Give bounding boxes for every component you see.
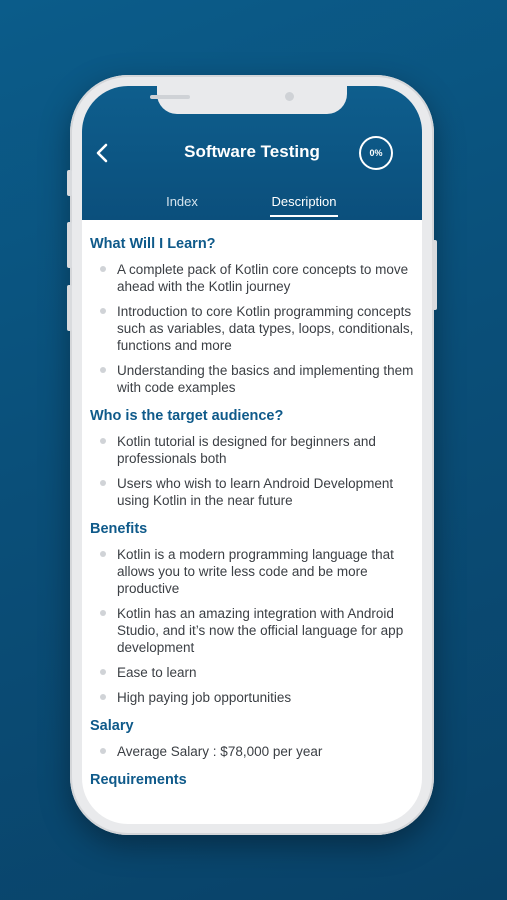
bullet-icon — [100, 694, 106, 700]
page-title: Software Testing — [184, 142, 320, 161]
list-item — [90, 546, 414, 597]
bullet-icon — [100, 266, 106, 272]
tab-description[interactable]: Description — [271, 194, 337, 209]
list-item — [90, 261, 414, 295]
chevron-left-icon — [95, 143, 109, 163]
bullet-icon — [100, 367, 106, 373]
list-item — [90, 475, 414, 509]
front-camera — [285, 92, 294, 101]
section-title: What Will I Learn? — [90, 236, 216, 252]
list-item-text: A complete pack of Kotlin core concepts to move ahead with the Kotlin journey — [117, 262, 409, 294]
active-tab-indicator — [270, 215, 338, 217]
tab-index[interactable]: Index — [166, 194, 198, 209]
bullet-icon — [100, 669, 106, 675]
list-item — [90, 433, 414, 467]
list-item-text: Kotlin is a modern programming language that allows you to write less code and be more productive — [117, 547, 394, 596]
section-title: Salary — [90, 718, 134, 734]
section-title: Who is the target audience? — [90, 408, 284, 424]
back-button[interactable] — [90, 138, 114, 168]
list-item-text: Ease to learn — [117, 665, 197, 680]
list-item-text: High paying job opportunities — [117, 690, 292, 705]
bullet-list — [90, 433, 414, 509]
bullet-icon — [100, 748, 106, 754]
side-button-volume-up — [67, 222, 72, 268]
side-button-volume-down — [67, 285, 72, 331]
bullet-icon — [100, 551, 106, 557]
speaker-grille — [150, 95, 190, 99]
side-button-mute — [67, 170, 72, 196]
bullet-icon — [100, 308, 106, 314]
phone-screen — [82, 86, 422, 824]
list-item — [90, 605, 414, 656]
list-item-text: Users who wish to learn Android Development using Kotlin in the near future — [117, 476, 394, 508]
bullet-list — [90, 546, 414, 706]
list-item — [90, 743, 414, 760]
list-item — [90, 362, 414, 396]
list-item-text: Introduction to core Kotlin programming concepts such as variables, data types, loops, conditionals, functions and more — [117, 304, 414, 353]
bullet-icon — [100, 480, 106, 486]
list-item-text: Understanding the basics and implementing them with code examples — [117, 363, 414, 395]
section-title: Requirements — [90, 772, 187, 788]
list-item-text: Average Salary : $78,000 per year — [117, 744, 323, 759]
description-content[interactable] — [82, 220, 422, 824]
bullet-list — [90, 743, 414, 760]
list-item-text: Kotlin tutorial is designed for beginners and professionals both — [117, 434, 376, 466]
bullet-list — [90, 261, 414, 396]
bullet-icon — [100, 610, 106, 616]
phone-notch — [157, 86, 347, 114]
list-item — [90, 303, 414, 354]
list-item-text: Kotlin has an amazing integration with Android Studio, and it’s now the official language for app development — [117, 606, 404, 655]
side-button-power — [432, 240, 437, 310]
list-item — [90, 664, 414, 681]
section-title: Benefits — [90, 521, 148, 537]
bullet-icon — [100, 438, 106, 444]
list-item — [90, 689, 414, 706]
progress-badge: 0% — [359, 136, 393, 170]
